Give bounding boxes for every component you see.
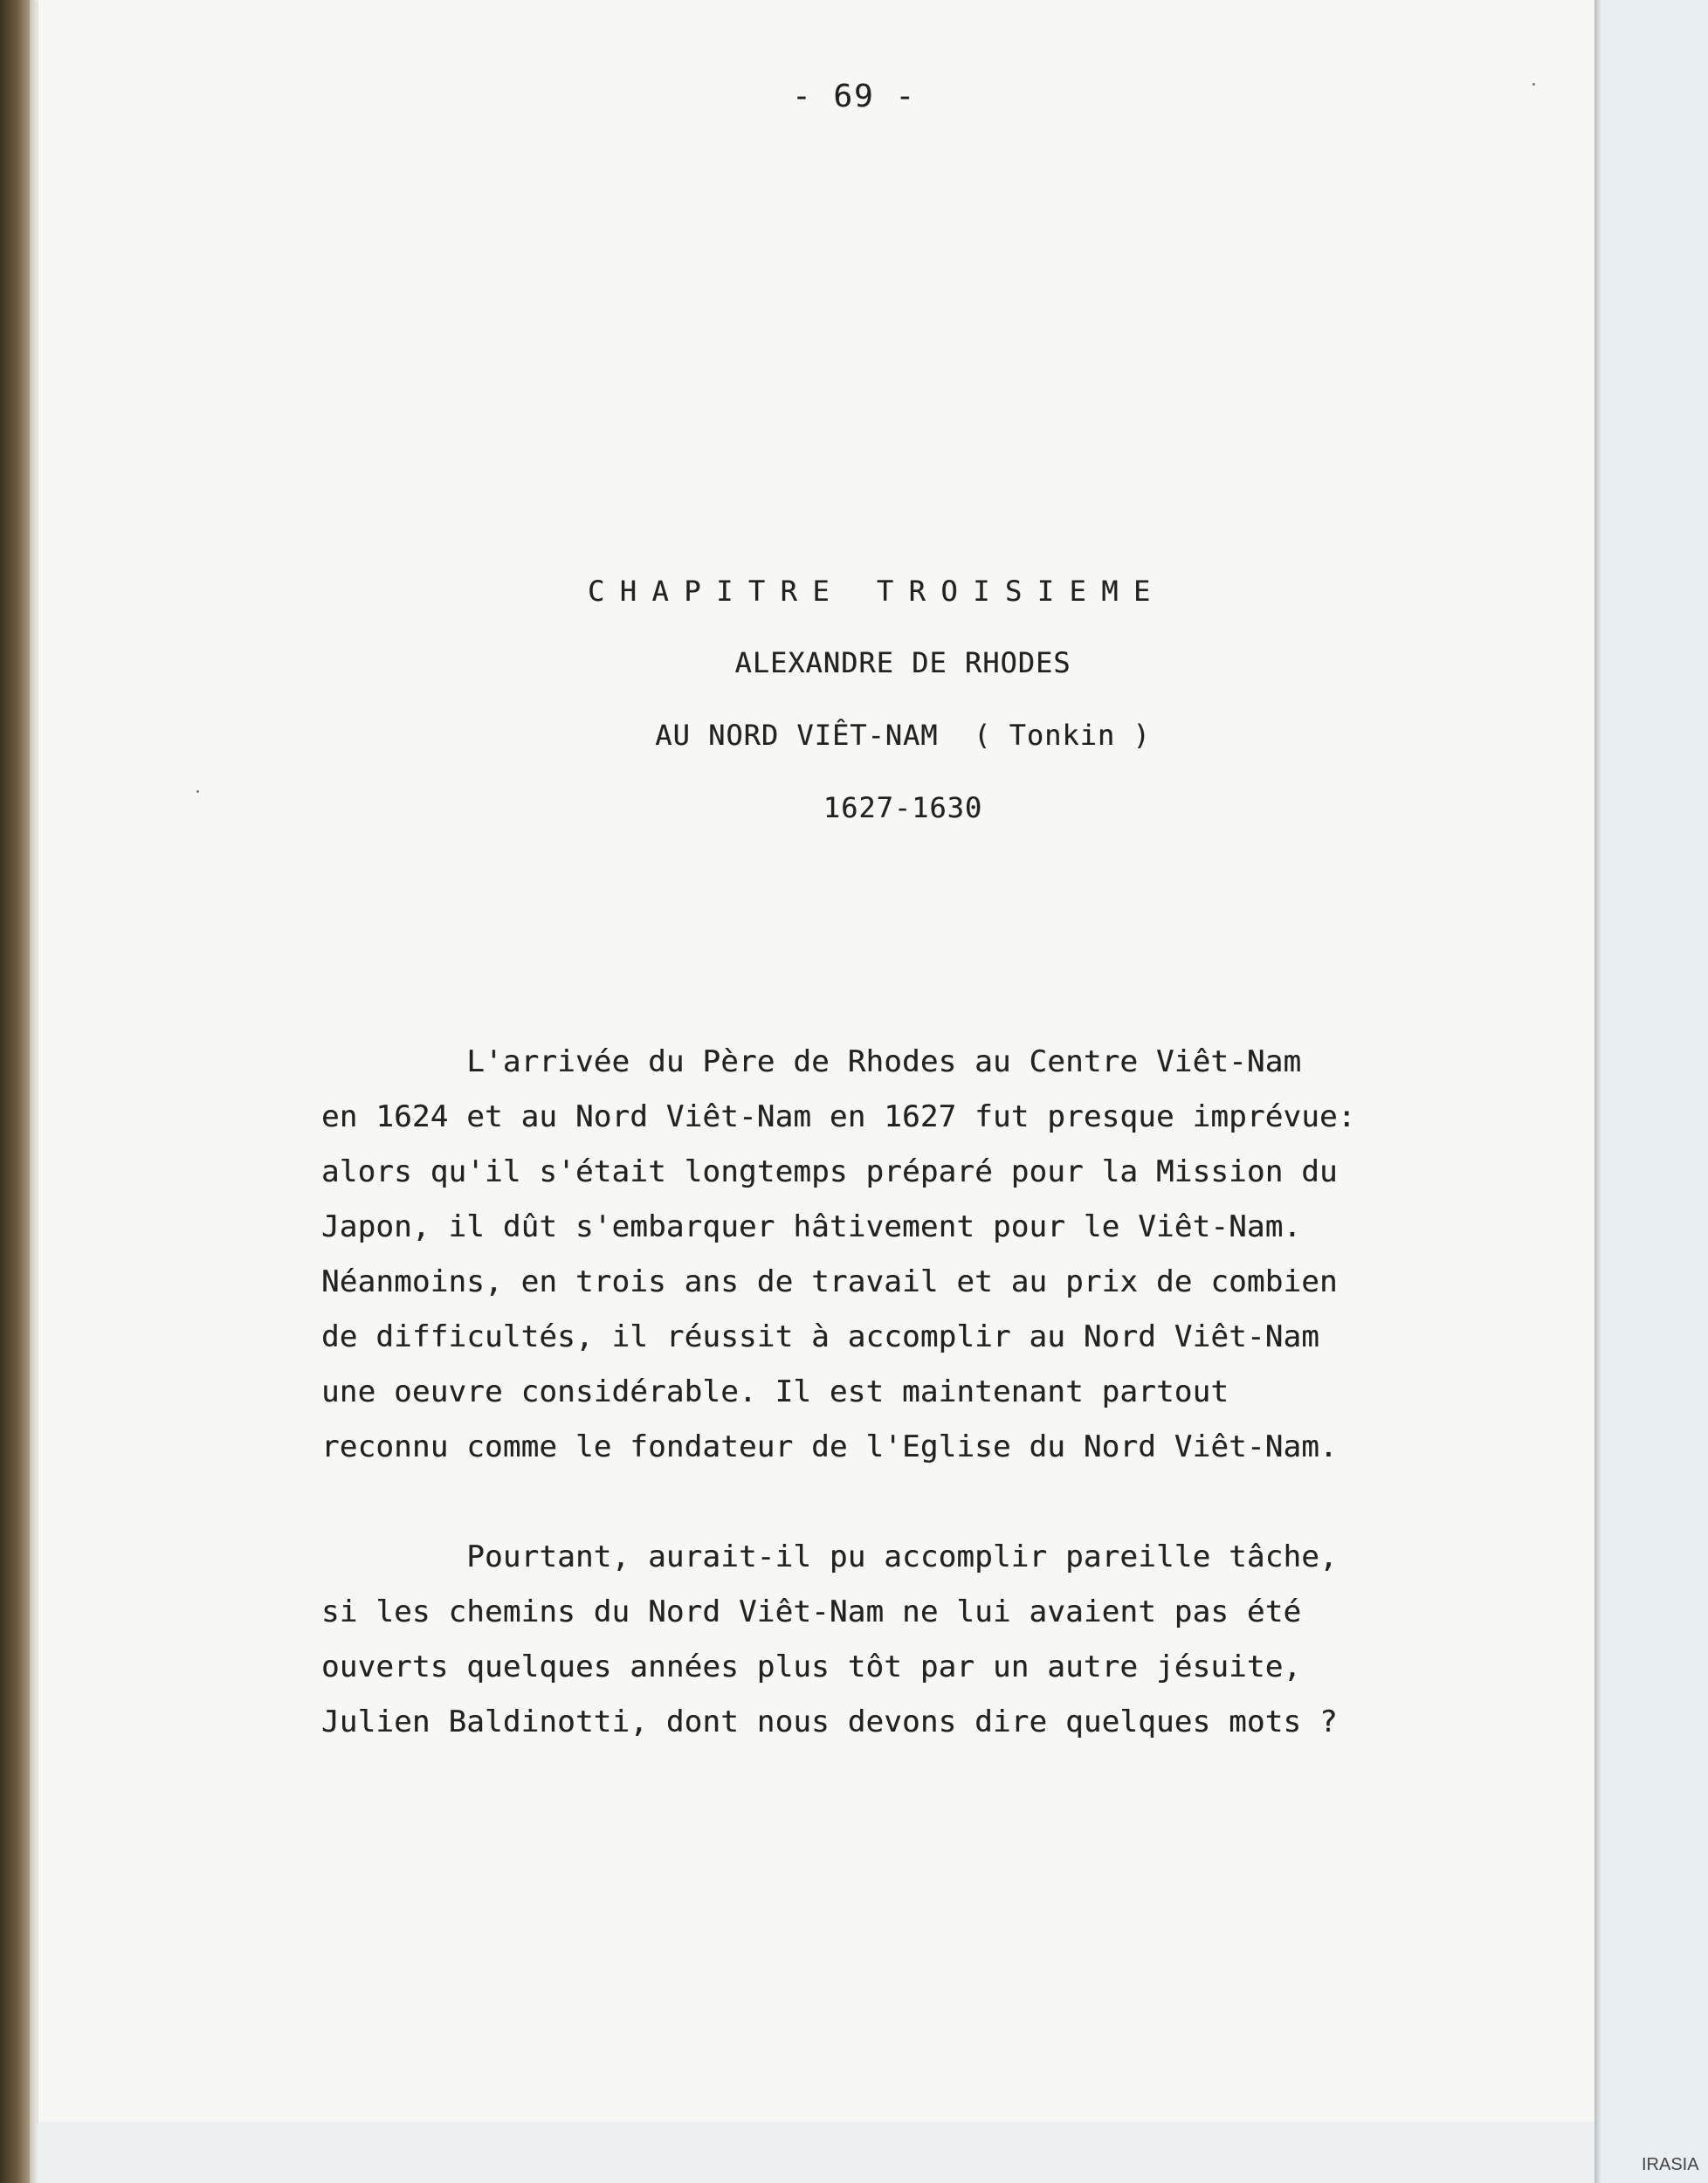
paragraph-2-line-3: ouverts quelques années plus tôt par un autre jésuite, — [321, 1649, 1302, 1684]
paragraph-2-line-4: Julien Baldinotti, dont nous devons dire quelques mots ? — [321, 1704, 1338, 1739]
binding-shadow — [30, 0, 38, 2183]
paragraph-2-line-1: Pourtant, aurait-il pu accomplir pareille tâche, — [321, 1539, 1338, 1574]
chapter-subtitle-place: AU NORD VIÊT-NAM ( Tonkin ) — [655, 719, 1151, 752]
page-edge-shadow — [1594, 0, 1601, 2183]
scan-background-right — [1594, 0, 1708, 2183]
chapter-title: CHAPITRE TROISIEME — [588, 575, 1166, 608]
paragraph-2-line-2: si les chemins du Nord Viêt-Nam ne lui avaient pas été — [321, 1594, 1302, 1629]
binding-edge — [0, 0, 30, 2183]
archive-watermark: IRASIA — [1642, 2155, 1699, 2174]
paragraph-1-line-4: Japon, il dût s'embarquer hâtivement pour le Viêt-Nam. — [321, 1209, 1302, 1244]
paragraph-1-line-5: Néanmoins, en trois ans de travail et au prix de combien — [321, 1264, 1338, 1299]
paragraph-1-line-2: en 1624 et au Nord Viêt-Nam en 1627 fut presque imprévue: — [321, 1099, 1356, 1134]
paragraph-1-line-7: une oeuvre considérable. Il est maintenant partout — [321, 1374, 1229, 1409]
chapter-subtitle-author: ALEXANDRE DE RHODES — [734, 646, 1071, 679]
scan-background-bottom — [38, 2122, 1594, 2183]
paragraph-1-line-1: L'arrivée du Père de Rhodes au Centre Viêt-Nam — [321, 1044, 1302, 1079]
paragraph-1-line-8: reconnu comme le fondateur de l'Eglise du Nord Viêt-Nam. — [321, 1429, 1338, 1464]
paragraph-1-line-6: de difficultés, il réussit à accomplir au Nord Viêt-Nam — [321, 1319, 1320, 1354]
chapter-subtitle-dates: 1627-1630 — [823, 791, 983, 824]
paragraph-1-line-3: alors qu'il s'était longtemps préparé pour la Mission du — [321, 1154, 1338, 1189]
page-number: - 69 - — [791, 79, 917, 114]
